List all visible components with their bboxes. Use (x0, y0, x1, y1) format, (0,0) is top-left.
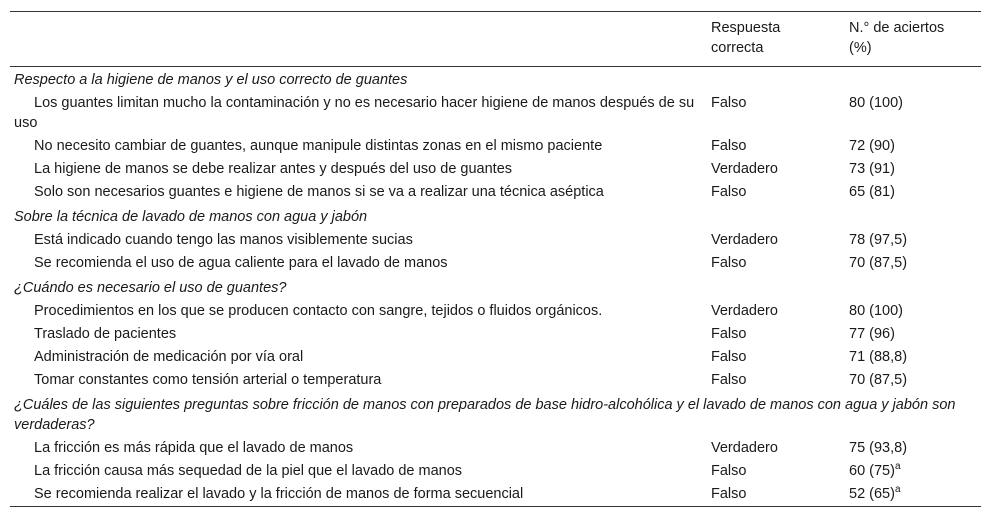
answer-cell: Falso (711, 326, 747, 342)
table-row (10, 460, 981, 483)
correct-count-value: 80 (100) (849, 303, 904, 319)
question-cell (10, 437, 707, 460)
section-title: Respecto a la higiene de manos y el uso correcto de guantes (14, 72, 408, 88)
question-cell (10, 229, 707, 252)
question-cell (10, 158, 707, 181)
correct-count-value: 77 (96) (849, 326, 895, 342)
correct-count-value: 65 (81) (849, 184, 895, 200)
results-table (10, 11, 981, 507)
table-header-row (10, 12, 981, 67)
answer-cell: Falso (711, 349, 747, 365)
header-question (10, 12, 707, 67)
footnote-marker: a (894, 484, 901, 496)
question-text: Tomar constantes como tensión arterial o temperatura (34, 372, 382, 388)
correct-count-cell (845, 369, 981, 392)
correct-count-value: 80 (100) (849, 95, 904, 111)
header-correct-count-line1: N.° de aciertos (849, 20, 945, 36)
question-cell (10, 460, 707, 483)
correct-count-value: 70 (87,5) (849, 372, 908, 388)
question-cell (10, 135, 707, 158)
section-row (10, 204, 981, 229)
correct-count-value: 60 (75) (849, 463, 895, 479)
correct-count-value: 52 (65) (849, 486, 895, 502)
table-row (10, 229, 981, 252)
section-title: ¿Cuándo es necesario el uso de guantes? (14, 280, 287, 296)
correct-count-cell (845, 437, 981, 460)
answer-cell: Verdadero (711, 232, 778, 248)
answer-cell: Verdadero (711, 440, 778, 456)
correct-count-cell (845, 229, 981, 252)
question-cell (10, 300, 707, 323)
question-cell (10, 252, 707, 275)
question-cell (10, 323, 707, 346)
table-row (10, 135, 981, 158)
correct-count-cell (845, 252, 981, 275)
section-row (10, 67, 981, 93)
question-text: La fricción causa más sequedad de la piel que el lavado de manos (34, 463, 463, 479)
section-row (10, 392, 981, 437)
table-row (10, 437, 981, 460)
table-row (10, 300, 981, 323)
table-row (10, 483, 981, 507)
correct-count-cell (845, 92, 981, 135)
correct-count-value: 72 (90) (849, 138, 895, 154)
question-text: Procedimientos en los que se producen contacto con sangre, tejidos o fluidos orgánicos. (34, 303, 603, 319)
answer-cell: Falso (711, 486, 747, 502)
answer-cell: Falso (711, 372, 747, 388)
table-body (10, 67, 981, 507)
question-text: No necesito cambiar de guantes, aunque manipule distintas zonas en el mismo paciente (34, 138, 603, 154)
answer-cell: Verdadero (711, 161, 778, 177)
question-cell (10, 92, 707, 135)
question-cell (10, 346, 707, 369)
results-table-container (10, 11, 981, 507)
answer-cell: Falso (711, 463, 747, 479)
correct-count-value: 71 (88,8) (849, 349, 908, 365)
section-title: Sobre la técnica de lavado de manos con agua y jabón (14, 209, 368, 225)
table-row (10, 158, 981, 181)
header-correct-answer-line1: Respuesta (711, 20, 781, 36)
question-text: Administración de medicación por vía oral (34, 349, 304, 365)
table-row (10, 92, 981, 135)
question-text: Está indicado cuando tengo las manos visiblemente sucias (34, 232, 413, 248)
question-text: La fricción es más rápida que el lavado de manos (34, 440, 354, 456)
table-row (10, 346, 981, 369)
answer-cell: Falso (711, 138, 747, 154)
footnote-marker: a (894, 461, 901, 473)
header-correct-answer (707, 12, 845, 67)
table-row (10, 181, 981, 204)
question-text: Se recomienda realizar el lavado y la fricción de manos de forma secuencial (34, 486, 524, 502)
answer-cell: Falso (711, 255, 747, 271)
correct-count-cell (845, 346, 981, 369)
table-row (10, 369, 981, 392)
table-row (10, 323, 981, 346)
question-cell (10, 369, 707, 392)
table-row (10, 252, 981, 275)
question-text: Se recomienda el uso de agua caliente para el lavado de manos (34, 255, 448, 271)
header-correct-count (845, 12, 981, 67)
correct-count-cell (845, 323, 981, 346)
correct-count-value: 78 (97,5) (849, 232, 908, 248)
question-text: Los guantes limitan mucho la contaminación y no es necesario hacer higiene de manos después de su uso (14, 95, 695, 131)
correct-count-cell (845, 483, 981, 507)
correct-count-value: 75 (93,8) (849, 440, 908, 456)
header-correct-count-line2: (%) (849, 40, 872, 56)
answer-cell: Falso (711, 184, 747, 200)
question-text: La higiene de manos se debe realizar antes y después del uso de guantes (34, 161, 513, 177)
question-cell (10, 181, 707, 204)
answer-cell: Falso (711, 95, 747, 111)
correct-count-cell (845, 300, 981, 323)
correct-count-cell (845, 181, 981, 204)
correct-count-value: 70 (87,5) (849, 255, 908, 271)
question-cell (10, 483, 707, 507)
answer-cell: Verdadero (711, 303, 778, 319)
correct-count-cell (845, 460, 981, 483)
question-text: Traslado de pacientes (34, 326, 177, 342)
section-title: ¿Cuáles de las siguientes preguntas sobre fricción de manos con preparados de base hidro-alcohólica y el lavado de manos con agua y jabón son verdaderas? (14, 397, 956, 433)
correct-count-value: 73 (91) (849, 161, 895, 177)
correct-count-cell (845, 158, 981, 181)
question-text: Solo son necesarios guantes e higiene de manos si se va a realizar una técnica aséptica (34, 184, 604, 200)
header-correct-answer-line2: correcta (711, 40, 764, 56)
section-row (10, 275, 981, 300)
correct-count-cell (845, 135, 981, 158)
